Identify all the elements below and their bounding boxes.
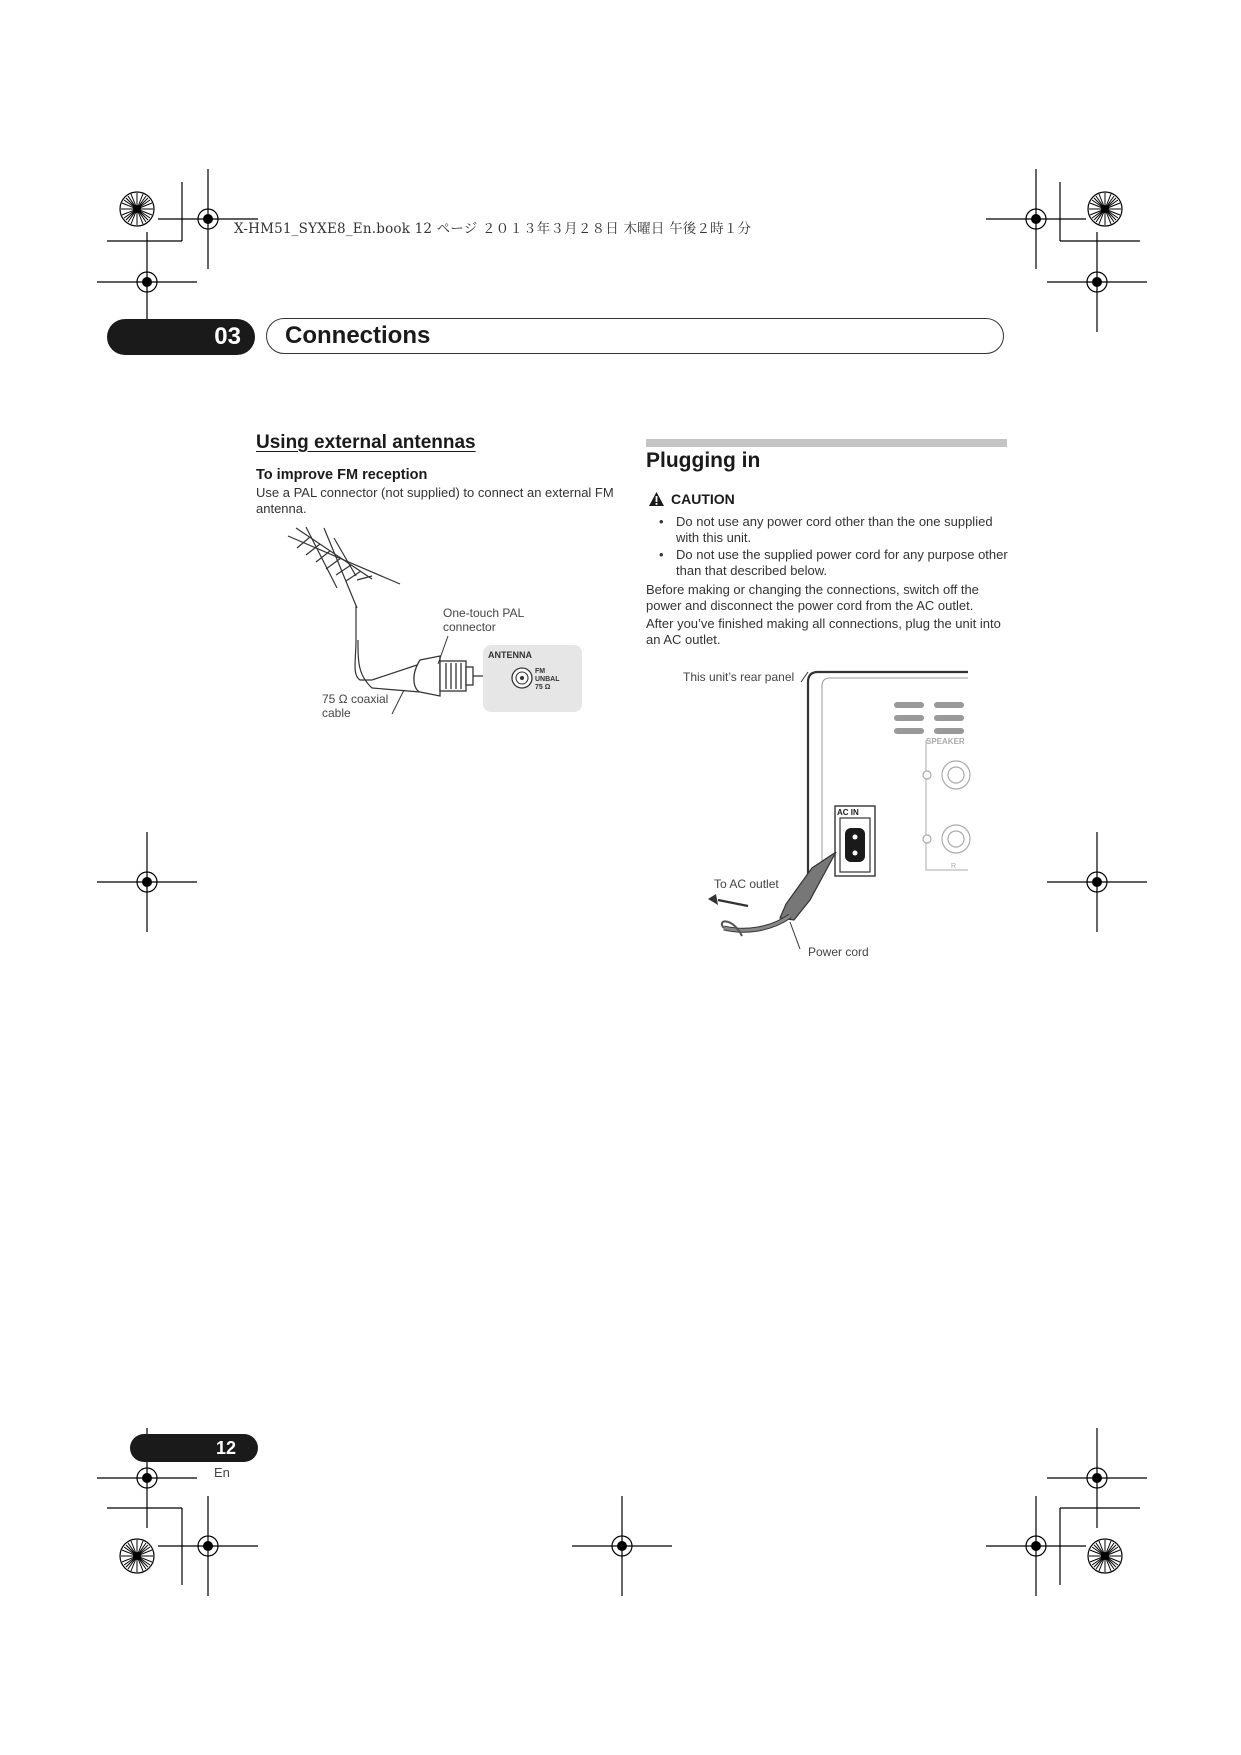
page-language: En: [214, 1465, 230, 1480]
plugging-paragraph-1: Before making or changing the connections, switch off the power and disconnect the power cord from the AC outlet.: [646, 582, 979, 613]
caution-item: • Do not use any power cord other than the one supplied with this unit.: [648, 514, 1008, 546]
chapter-title: Connections: [285, 322, 431, 349]
print-header: X-HM51_SYXE8_En.book 12 ページ ２０１３年３月２８日 木曜日 午後２時１分: [234, 221, 752, 237]
speaker-label: SPEAKER: [926, 737, 965, 746]
vent-slots: [894, 702, 964, 734]
caution-item: • Do not use the supplied power cord for any purpose other than that described below.: [648, 547, 1008, 579]
pal-connector-label-line1: One-touch PAL: [443, 606, 525, 620]
unbal-label: UNBAL: [535, 676, 560, 683]
plugging-paragraph-2: After you’ve finished making all connections, plug the unit into an AC outlet.: [646, 616, 1001, 647]
fm-reception-text: Use a PAL connector (not supplied) to connect an external FM antenna.: [256, 485, 614, 516]
rear-panel-label: This unit’s rear panel: [683, 670, 795, 684]
fm-reception-subheading: To improve FM reception: [256, 467, 428, 483]
ac-in-label: AC IN: [837, 808, 859, 817]
coaxial-cable-label-line1: 75 Ω coaxial: [322, 692, 389, 706]
r-channel-label: R: [951, 863, 957, 870]
plugging-in-heading: Plugging in: [646, 449, 761, 472]
power-cord-label: Power cord: [808, 945, 869, 959]
chapter-number-tab: 03: [107, 319, 255, 355]
ohm-label: 75 Ω: [535, 684, 551, 691]
coaxial-cable-label-line2: cable: [322, 706, 351, 720]
speaker-terminals: [923, 761, 970, 853]
ac-outlet-label: To AC outlet: [714, 877, 779, 891]
fm-label: FM: [535, 668, 546, 675]
antennas-heading: Using external antennas: [256, 432, 476, 453]
antenna-panel-label: ANTENNA: [488, 650, 532, 660]
page-number-tab: 12: [130, 1434, 258, 1462]
pal-connector-label-line2: connector: [443, 620, 496, 634]
caution-label: CAUTION: [671, 491, 735, 507]
